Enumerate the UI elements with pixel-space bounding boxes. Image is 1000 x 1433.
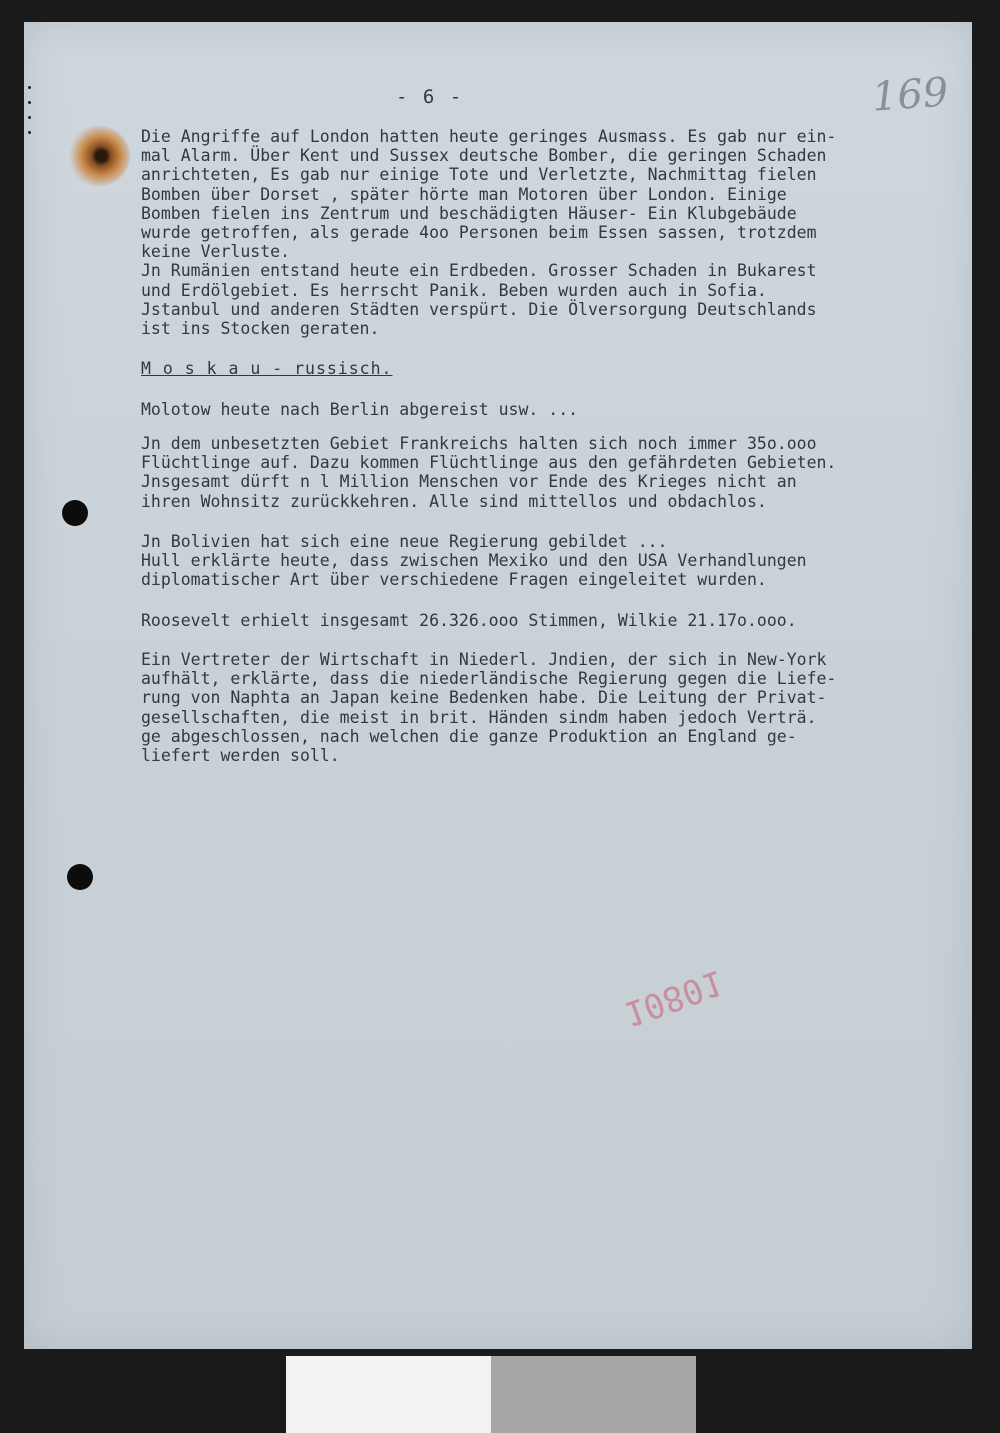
paragraph-netherlands-indies: Ein Vertreter der Wirtschaft in Niederl. Jndien, der sich in New-York aufhält, erklärte, dass die niederländische Regierung gegen die Liefe- rung von Naphta an Japan keine Bedenken habe. Die Leitung der Privat- gesellschaften, die meist in brit. Händen sindm haben jedoch Verträ. ge abgeschlossen, nach welchen die ganze Produktion an England ge- liefert werden soll. (141, 650, 837, 766)
paragraph-molotow: Molotow heute nach Berlin abgereist usw. ... (141, 400, 579, 419)
paragraph-bolivia-hull: Jn Bolivien hat sich eine neue Regierung gebildet ... Hull erklärte heute, dass zwischen Mexiko und den USA Verhandlungen diplomatischer Art über verschiedene Fragen eingeleitet wurden. (141, 532, 807, 590)
archive-stamp: 10801 (618, 961, 729, 1035)
paragraph-france-refugees: Jn dem unbesetzten Gebiet Frankreichs halten sich noch immer 35o.ooo Flüchtlinge auf. Dazu kommen Flüchtlinge aus den gefährdeten Gebieten. Jnsgesamt dürft n l Million Menschen vor Ende des Krieges nicht an ihren Wohnsitz zurückkehren. Alle sind mittellos und obdachlos. (141, 434, 837, 511)
punch-hole-lower (67, 864, 93, 890)
margin-marks (28, 86, 32, 146)
archive-number: 169 (870, 69, 950, 121)
section-heading: M o s k a u - russisch. (141, 359, 393, 378)
punch-hole-upper (62, 500, 88, 526)
paragraph-roosevelt: Roosevelt erhielt insgesamt 26.326.ooo Stimmen, Wilkie 21.17o.ooo. (141, 611, 797, 630)
burn-mark (66, 126, 130, 186)
page-number: - 6 - (396, 86, 464, 108)
paragraph-london-romania: Die Angriffe auf London hatten heute geringes Ausmass. Es gab nur ein- mal Alarm. Über Kent und Sussex deutsche Bomber, die geringen Schaden anrichteten, Es gab nur einige Tote und Verletzte, Nachmittag fielen Bomben über Dorset , später hörte man Motoren über London. Einige Bomben fielen ins Zentrum und beschädigten Häuser- Ein Klubgebäude wurde getroffen, als gerade 4oo Personen beim Essen sassen, trotzdem keine Verluste. Jn Rumänien entstand heute ein Erdbeden. Grosser Schaden in Bukarest und Erdölgebiet. Es herrscht Panik. Beben wurden auch in Sofia. Jstanbul und anderen Städten verspürt. Die Ölversorgung Deutschlands ist ins Stocken geraten. (141, 127, 837, 339)
calibration-strip-gray (491, 1356, 696, 1433)
calibration-strip-white (286, 1356, 491, 1433)
